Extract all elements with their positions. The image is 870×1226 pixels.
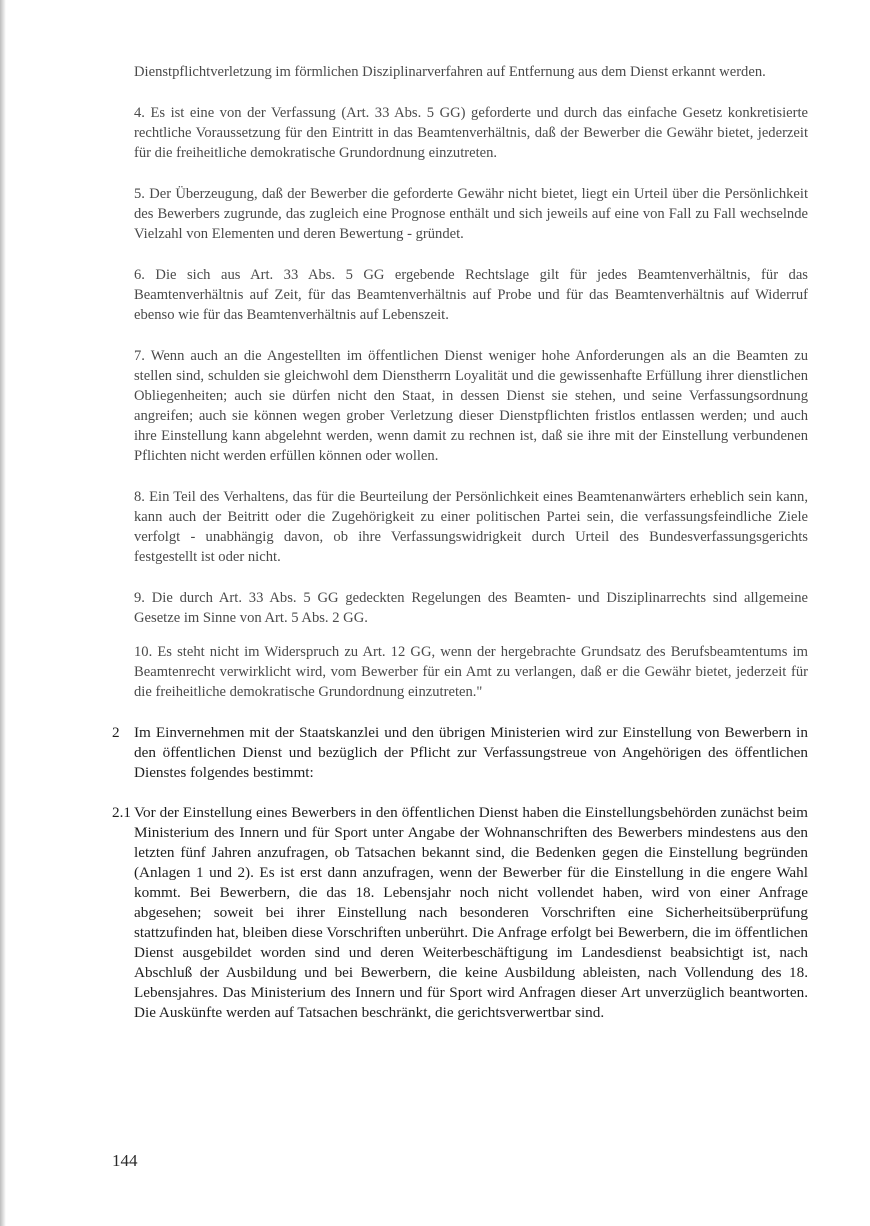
page-left-edge bbox=[0, 0, 6, 1226]
quote-paragraph-8: 8. Ein Teil des Verhaltens, das für die Beurteilung der Persönlichkeit eines Beamtenanwärters erheblich sein kann, kann auch der Beitritt oder die Zugehörigkeit zu einer politischen Partei sein, die verfassungsfeindliche Ziele verfolgt - unabhängig davon, ob ihre Verfassungswidrigkeit durch Urteil des Bundesverfassungsgerichts festgestellt ist oder nicht. bbox=[134, 489, 808, 565]
section-number: 2.1 bbox=[112, 804, 131, 821]
quote-paragraph-4: 4. Es ist eine von der Verfassung (Art. 33 Abs. 5 GG) geforderte und durch das einfache Gesetz konkretisierte rechtliche Voraussetzung für den Eintritt in das Beamtenverhältnis, daß der Bewerber die Gewähr bietet, jederzeit für die freiheitliche demokratische Grundordnung einzutreten. bbox=[134, 105, 808, 161]
section-number: 2 bbox=[112, 724, 120, 741]
quote-paragraph-10: 10. Es steht nicht im Widerspruch zu Art. 12 GG, wenn der hergebrachte Grundsatz des Berufsbeamtentums im Beamtenrecht verwirklicht wird, vom Bewerber für ein Amt zu verlangen, daß er die Gewähr bietet, jederzeit für die freiheitliche demokratische Grundordnung einzutreten." bbox=[134, 644, 808, 700]
section-text: Vor der Einstellung eines Bewerbers in den öffentlichen Dienst haben die Einstellungsbehörden zunächst beim Ministerium des Innern und für Sport unter Angabe der Wohnanschriften des Bewerbers mindestens aus den letzten fünf Jahren anzufragen, ob Tatsachen bekannt sind, die Bedenken gegen die Einstellung begründen (Anlagen 1 und 2). Es ist erst dann anzufragen, wenn der Bewerber für die Einstellung in die engere Wahl kommt. Bei Bewerbern, die das 18. Lebensjahr noch nicht vollendet haben, wird von einer Anfrage abgesehen; soweit bei ihrer Einstellung nach besonderen Vorschriften eine Sicherheitsüberprüfung stattzufinden hat, bleiben diese Vorschriften unberührt. Die Anfrage erfolgt bei Bewerbern, die im öffentlichen Dienst ausgebildet worden sind und deren Weiterbeschäftigung im Landesdienst beabsichtigt ist, nach Abschluß der Ausbildung und bei Bewerbern, die keine Ausbildung ableisten, nach Vollendung des 18. Lebensjahres. Das Ministerium des Innern und für Sport wird Anfragen dieser Art unverzüglich beantworten. Die Auskünfte werden auf Tatsachen beschränkt, die gerichtsverwertbar sind. bbox=[134, 804, 808, 1021]
quote-paragraph-6: 6. Die sich aus Art. 33 Abs. 5 GG ergebende Rechtslage gilt für jedes Beamtenverhältnis, für das Beamtenverhältnis auf Zeit, für das Beamtenverhältnis auf Probe und für das Beamtenverhältnis auf Widerruf ebenso wie für das Beamtenverhältnis auf Lebenszeit. bbox=[134, 267, 808, 323]
quote-paragraph-7: 7. Wenn auch an die Angestellten im öffentlichen Dienst weniger hohe Anforderungen als an die Beamten zu stellen sind, schulden sie gleichwohl dem Dienstherrn Loyalität und die gewissenhafte Erfüllung ihrer dienstlichen Obliegenheiten; auch sie dürfen nicht den Staat, in dessen Dienst sie stehen, und seine Verfassungsordnung angreifen; auch sie können wegen grober Verletzung dieser Dienstpflichten fristlos entlassen werden; und auch ihre Einstellung kann abgelehnt werden, wenn damit zu rechnen ist, daß sie ihre mit der Einstellung verbundenen Pflichten nicht werden erfüllen können oder wollen. bbox=[134, 348, 808, 464]
page-number: 144 bbox=[112, 1151, 138, 1170]
section-text: Im Einvernehmen mit der Staatskanzlei und den übrigen Ministerien wird zur Einstellung von Bewerbern in den öffentlichen Dienst und bezüglich der Pflicht zur Verfassungstreue von Angehörigen des öffentlichen Dienstes folgendes bestimmt: bbox=[134, 724, 808, 781]
section-2 bbox=[112, 723, 808, 783]
document-page bbox=[112, 62, 808, 1023]
quote-paragraph-5: 5. Der Überzeugung, daß der Bewerber die geforderte Gewähr nicht bietet, liegt ein Urteil über die Persönlichkeit des Bewerbers zugrunde, das zugleich eine Prognose enthält und sich jeweils auf eine von Fall zu Fall wechselnde Vielzahl von Elementen und deren Bewertung - gründet. bbox=[134, 186, 808, 242]
quote-paragraph-9: 9. Die durch Art. 33 Abs. 5 GG gedeckten Regelungen des Beamten- und Disziplinarrechts sind allgemeine Gesetze im Sinne von Art. 5 Abs. 2 GG. bbox=[134, 590, 808, 626]
section-2-1 bbox=[112, 803, 808, 1023]
quote-paragraph-continuation: Dienstpflichtverletzung im förmlichen Disziplinarverfahren auf Entfernung aus dem Dienst erkannt werden. bbox=[134, 64, 766, 80]
